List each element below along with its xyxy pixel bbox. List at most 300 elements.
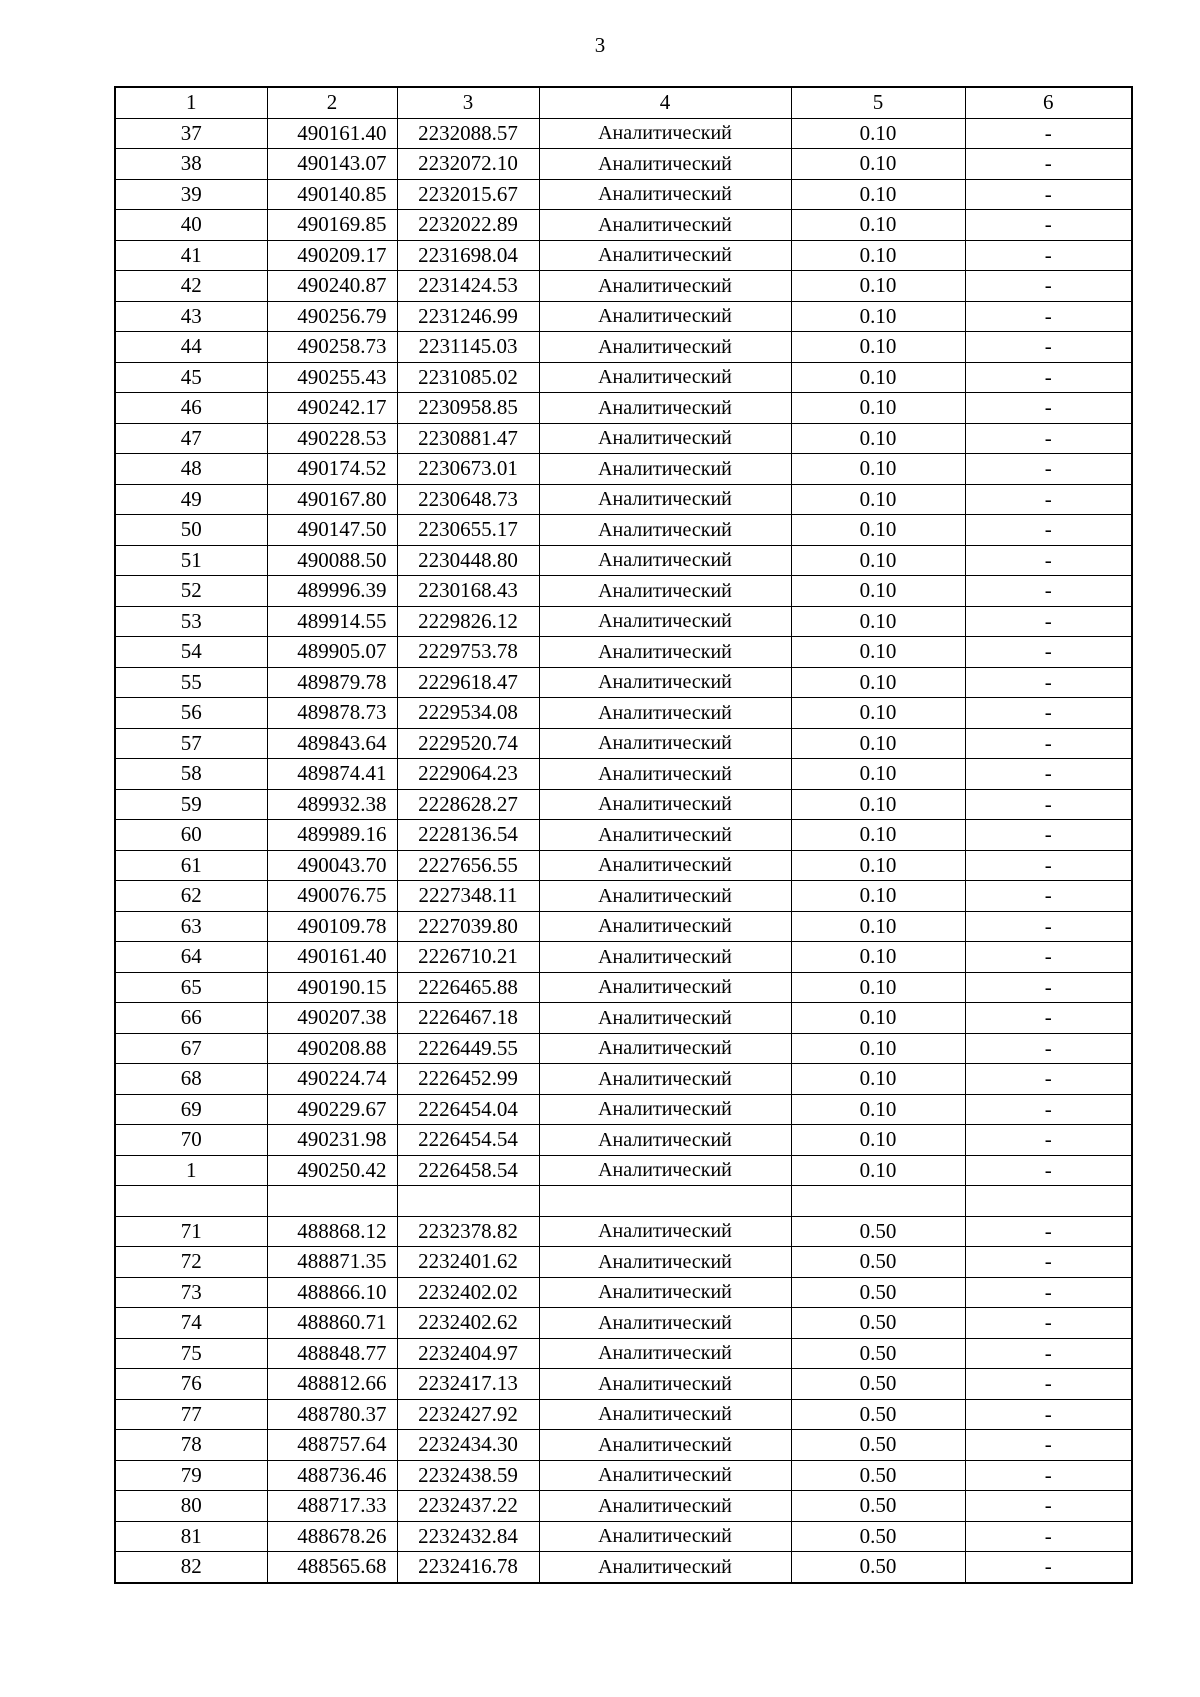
table-row [115, 1277, 1132, 1308]
accuracy-cell: 0.10 [791, 576, 965, 607]
description-cell: - [965, 362, 1132, 393]
y-coordinate-cell: 2226458.54 [397, 1155, 539, 1186]
description-cell: - [965, 1338, 1132, 1369]
y-coordinate-cell: 2232416.78 [397, 1552, 539, 1583]
y-coordinate-cell: 2231145.03 [397, 332, 539, 363]
accuracy-cell: 0.50 [791, 1216, 965, 1247]
y-coordinate-cell: 2226710.21 [397, 942, 539, 973]
description-cell: - [965, 1003, 1132, 1034]
y-coordinate-cell: 2226467.18 [397, 1003, 539, 1034]
accuracy-cell: 0.10 [791, 149, 965, 180]
point-number-cell: 80 [115, 1491, 267, 1522]
column-header-point-number: 1 [115, 87, 267, 118]
accuracy-cell: 0.10 [791, 240, 965, 271]
point-number-cell: 60 [115, 820, 267, 851]
table-row [115, 1521, 1132, 1552]
y-coordinate-cell: 2229534.08 [397, 698, 539, 729]
x-coordinate-cell: 490250.42 [267, 1155, 397, 1186]
y-coordinate-cell: 2227348.11 [397, 881, 539, 912]
x-coordinate-cell: 489878.73 [267, 698, 397, 729]
table-row [115, 820, 1132, 851]
y-coordinate-cell: 2226452.99 [397, 1064, 539, 1095]
table-row [115, 118, 1132, 149]
description-cell: - [965, 179, 1132, 210]
y-coordinate-cell [397, 1186, 539, 1217]
x-coordinate-cell: 490109.78 [267, 911, 397, 942]
table-row [115, 667, 1132, 698]
point-number-cell: 76 [115, 1369, 267, 1400]
accuracy-cell: 0.10 [791, 911, 965, 942]
point-number-cell: 79 [115, 1460, 267, 1491]
point-number-cell: 64 [115, 942, 267, 973]
description-cell: - [965, 728, 1132, 759]
x-coordinate-cell: 490143.07 [267, 149, 397, 180]
description-cell: - [965, 637, 1132, 668]
method-cell: Аналитический [539, 515, 791, 546]
method-cell: Аналитический [539, 1308, 791, 1339]
accuracy-cell: 0.50 [791, 1460, 965, 1491]
accuracy-cell: 0.10 [791, 637, 965, 668]
point-number-cell: 61 [115, 850, 267, 881]
description-cell: - [965, 210, 1132, 241]
point-number-cell: 68 [115, 1064, 267, 1095]
method-cell [539, 1186, 791, 1217]
point-number-cell: 62 [115, 881, 267, 912]
point-number-cell: 40 [115, 210, 267, 241]
x-coordinate-cell: 490255.43 [267, 362, 397, 393]
point-number-cell: 67 [115, 1033, 267, 1064]
x-coordinate-cell: 490228.53 [267, 423, 397, 454]
y-coordinate-cell: 2232072.10 [397, 149, 539, 180]
table-row [115, 1247, 1132, 1278]
description-cell: - [965, 240, 1132, 271]
point-number-cell: 69 [115, 1094, 267, 1125]
x-coordinate-cell: 488860.71 [267, 1308, 397, 1339]
description-cell: - [965, 1308, 1132, 1339]
table-row [115, 881, 1132, 912]
method-cell: Аналитический [539, 149, 791, 180]
x-coordinate-cell: 490258.73 [267, 332, 397, 363]
y-coordinate-cell: 2230648.73 [397, 484, 539, 515]
method-cell: Аналитический [539, 637, 791, 668]
y-coordinate-cell: 2232378.82 [397, 1216, 539, 1247]
table-row [115, 423, 1132, 454]
description-cell: - [965, 850, 1132, 881]
table-row [115, 515, 1132, 546]
description-cell: - [965, 1552, 1132, 1583]
method-cell: Аналитический [539, 393, 791, 424]
y-coordinate-cell: 2232417.13 [397, 1369, 539, 1400]
column-header-x: 2 [267, 87, 397, 118]
point-number-cell: 63 [115, 911, 267, 942]
description-cell: - [965, 1399, 1132, 1430]
description-cell: - [965, 881, 1132, 912]
method-cell: Аналитический [539, 423, 791, 454]
table-row [115, 576, 1132, 607]
accuracy-cell: 0.10 [791, 210, 965, 241]
point-number-cell: 51 [115, 545, 267, 576]
method-cell: Аналитический [539, 1460, 791, 1491]
table-row [115, 332, 1132, 363]
table-body [115, 118, 1132, 1583]
column-header-description: 6 [965, 87, 1132, 118]
table-row [115, 545, 1132, 576]
y-coordinate-cell: 2228136.54 [397, 820, 539, 851]
method-cell: Аналитический [539, 1064, 791, 1095]
accuracy-cell: 0.10 [791, 942, 965, 973]
x-coordinate-cell: 490174.52 [267, 454, 397, 485]
accuracy-cell: 0.10 [791, 423, 965, 454]
column-header-accuracy: 5 [791, 87, 965, 118]
y-coordinate-cell: 2229618.47 [397, 667, 539, 698]
point-number-cell: 43 [115, 301, 267, 332]
method-cell: Аналитический [539, 759, 791, 790]
table-row [115, 606, 1132, 637]
description-cell: - [965, 1521, 1132, 1552]
x-coordinate-cell: 488848.77 [267, 1338, 397, 1369]
accuracy-cell: 0.10 [791, 820, 965, 851]
accuracy-cell: 0.10 [791, 698, 965, 729]
point-number-cell: 78 [115, 1430, 267, 1461]
x-coordinate-cell: 488812.66 [267, 1369, 397, 1400]
point-number-cell: 52 [115, 576, 267, 607]
description-cell: - [965, 576, 1132, 607]
table-row [115, 301, 1132, 332]
description-cell: - [965, 393, 1132, 424]
method-cell: Аналитический [539, 484, 791, 515]
method-cell: Аналитический [539, 1430, 791, 1461]
description-cell: - [965, 972, 1132, 1003]
method-cell: Аналитический [539, 728, 791, 759]
method-cell: Аналитический [539, 1552, 791, 1583]
point-number-cell: 49 [115, 484, 267, 515]
accuracy-cell: 0.50 [791, 1247, 965, 1278]
method-cell: Аналитический [539, 179, 791, 210]
description-cell: - [965, 149, 1132, 180]
y-coordinate-cell: 2229826.12 [397, 606, 539, 637]
method-cell: Аналитический [539, 1399, 791, 1430]
point-number-cell: 39 [115, 179, 267, 210]
accuracy-cell: 0.50 [791, 1277, 965, 1308]
accuracy-cell: 0.10 [791, 1094, 965, 1125]
point-number-cell: 41 [115, 240, 267, 271]
x-coordinate-cell: 489989.16 [267, 820, 397, 851]
y-coordinate-cell: 2232432.84 [397, 1521, 539, 1552]
point-number-cell: 53 [115, 606, 267, 637]
table-row [115, 454, 1132, 485]
y-coordinate-cell: 2232088.57 [397, 118, 539, 149]
accuracy-cell: 0.10 [791, 667, 965, 698]
accuracy-cell: 0.50 [791, 1430, 965, 1461]
method-cell: Аналитический [539, 210, 791, 241]
accuracy-cell: 0.10 [791, 850, 965, 881]
y-coordinate-cell: 2229520.74 [397, 728, 539, 759]
x-coordinate-cell: 489996.39 [267, 576, 397, 607]
table-row [115, 1094, 1132, 1125]
x-coordinate-cell: 488868.12 [267, 1216, 397, 1247]
method-cell: Аналитический [539, 911, 791, 942]
x-coordinate-cell [267, 1186, 397, 1217]
x-coordinate-cell: 489843.64 [267, 728, 397, 759]
y-coordinate-cell: 2232401.62 [397, 1247, 539, 1278]
y-coordinate-cell: 2232427.92 [397, 1399, 539, 1430]
point-number-cell: 44 [115, 332, 267, 363]
accuracy-cell: 0.10 [791, 606, 965, 637]
method-cell: Аналитический [539, 301, 791, 332]
column-header-method: 4 [539, 87, 791, 118]
y-coordinate-cell: 2227656.55 [397, 850, 539, 881]
x-coordinate-cell: 488717.33 [267, 1491, 397, 1522]
description-cell: - [965, 1247, 1132, 1278]
x-coordinate-cell: 488757.64 [267, 1430, 397, 1461]
x-coordinate-cell: 490256.79 [267, 301, 397, 332]
method-cell: Аналитический [539, 1277, 791, 1308]
table-row [115, 240, 1132, 271]
method-cell: Аналитический [539, 850, 791, 881]
table-row [115, 179, 1132, 210]
method-cell: Аналитический [539, 1491, 791, 1522]
table-row [115, 698, 1132, 729]
description-cell: - [965, 271, 1132, 302]
description-cell: - [965, 667, 1132, 698]
description-cell: - [965, 698, 1132, 729]
x-coordinate-cell: 490167.80 [267, 484, 397, 515]
description-cell: - [965, 789, 1132, 820]
y-coordinate-cell: 2229753.78 [397, 637, 539, 668]
accuracy-cell: 0.10 [791, 1125, 965, 1156]
y-coordinate-cell: 2232434.30 [397, 1430, 539, 1461]
accuracy-cell: 0.10 [791, 454, 965, 485]
accuracy-cell: 0.50 [791, 1399, 965, 1430]
table-row [115, 210, 1132, 241]
method-cell: Аналитический [539, 118, 791, 149]
table-row [115, 1491, 1132, 1522]
accuracy-cell: 0.10 [791, 728, 965, 759]
accuracy-cell: 0.50 [791, 1552, 965, 1583]
table-row [115, 1064, 1132, 1095]
table-header-row [115, 87, 1132, 118]
accuracy-cell: 0.10 [791, 1003, 965, 1034]
accuracy-cell [791, 1186, 965, 1217]
y-coordinate-cell: 2231424.53 [397, 271, 539, 302]
point-number-cell: 75 [115, 1338, 267, 1369]
y-coordinate-cell: 2231085.02 [397, 362, 539, 393]
method-cell: Аналитический [539, 271, 791, 302]
x-coordinate-cell: 490161.40 [267, 942, 397, 973]
x-coordinate-cell: 489905.07 [267, 637, 397, 668]
table-row [115, 393, 1132, 424]
point-number-cell: 66 [115, 1003, 267, 1034]
table-row [115, 850, 1132, 881]
accuracy-cell: 0.10 [791, 118, 965, 149]
accuracy-cell: 0.10 [791, 1033, 965, 1064]
table-row [115, 1338, 1132, 1369]
description-cell: - [965, 1155, 1132, 1186]
table-row [115, 789, 1132, 820]
x-coordinate-cell: 490231.98 [267, 1125, 397, 1156]
table-row [115, 942, 1132, 973]
description-cell: - [965, 1430, 1132, 1461]
table-row [115, 759, 1132, 790]
x-coordinate-cell: 490207.38 [267, 1003, 397, 1034]
y-coordinate-cell: 2226465.88 [397, 972, 539, 1003]
description-cell: - [965, 820, 1132, 851]
method-cell: Аналитический [539, 789, 791, 820]
method-cell: Аналитический [539, 576, 791, 607]
point-number-cell: 48 [115, 454, 267, 485]
point-number-cell: 70 [115, 1125, 267, 1156]
point-number-cell: 50 [115, 515, 267, 546]
table-row [115, 637, 1132, 668]
description-cell: - [965, 515, 1132, 546]
description-cell: - [965, 1064, 1132, 1095]
table-row [115, 1369, 1132, 1400]
method-cell: Аналитический [539, 1521, 791, 1552]
x-coordinate-cell: 490224.74 [267, 1064, 397, 1095]
method-cell: Аналитический [539, 1247, 791, 1278]
description-cell [965, 1186, 1132, 1217]
point-number-cell: 72 [115, 1247, 267, 1278]
point-number-cell: 74 [115, 1308, 267, 1339]
table-row [115, 728, 1132, 759]
point-number-cell: 37 [115, 118, 267, 149]
description-cell: - [965, 759, 1132, 790]
x-coordinate-cell: 489879.78 [267, 667, 397, 698]
y-coordinate-cell: 2232438.59 [397, 1460, 539, 1491]
point-number-cell: 81 [115, 1521, 267, 1552]
y-coordinate-cell: 2227039.80 [397, 911, 539, 942]
accuracy-cell: 0.10 [791, 301, 965, 332]
coordinates-table [114, 86, 1133, 1584]
point-number-cell: 71 [115, 1216, 267, 1247]
table-row [115, 1308, 1132, 1339]
description-cell: - [965, 1094, 1132, 1125]
x-coordinate-cell: 489874.41 [267, 759, 397, 790]
method-cell: Аналитический [539, 1216, 791, 1247]
x-coordinate-cell: 490209.17 [267, 240, 397, 271]
method-cell: Аналитический [539, 545, 791, 576]
accuracy-cell: 0.50 [791, 1521, 965, 1552]
table-row [115, 972, 1132, 1003]
point-number-cell: 38 [115, 149, 267, 180]
accuracy-cell: 0.10 [791, 332, 965, 363]
table-row [115, 1186, 1132, 1217]
page-number: 3 [594, 33, 606, 57]
y-coordinate-cell: 2230168.43 [397, 576, 539, 607]
y-coordinate-cell: 2232404.97 [397, 1338, 539, 1369]
accuracy-cell: 0.10 [791, 362, 965, 393]
y-coordinate-cell: 2230673.01 [397, 454, 539, 485]
table-row [115, 1552, 1132, 1583]
y-coordinate-cell: 2232402.62 [397, 1308, 539, 1339]
x-coordinate-cell: 488866.10 [267, 1277, 397, 1308]
table-row [115, 1399, 1132, 1430]
x-coordinate-cell: 490147.50 [267, 515, 397, 546]
method-cell: Аналитический [539, 1033, 791, 1064]
method-cell: Аналитический [539, 942, 791, 973]
method-cell: Аналитический [539, 667, 791, 698]
table-row [115, 1430, 1132, 1461]
point-number-cell: 59 [115, 789, 267, 820]
method-cell: Аналитический [539, 1003, 791, 1034]
description-cell: - [965, 1277, 1132, 1308]
point-number-cell: 1 [115, 1155, 267, 1186]
point-number-cell: 45 [115, 362, 267, 393]
y-coordinate-cell: 2232022.89 [397, 210, 539, 241]
point-number-cell: 58 [115, 759, 267, 790]
x-coordinate-cell: 490088.50 [267, 545, 397, 576]
description-cell: - [965, 301, 1132, 332]
method-cell: Аналитический [539, 1155, 791, 1186]
accuracy-cell: 0.10 [791, 179, 965, 210]
table-row [115, 1033, 1132, 1064]
method-cell: Аналитический [539, 820, 791, 851]
column-header-y: 3 [397, 87, 539, 118]
x-coordinate-cell: 490240.87 [267, 271, 397, 302]
accuracy-cell: 0.50 [791, 1369, 965, 1400]
description-cell: - [965, 423, 1132, 454]
method-cell: Аналитический [539, 972, 791, 1003]
description-cell: - [965, 1125, 1132, 1156]
description-cell: - [965, 606, 1132, 637]
description-cell: - [965, 484, 1132, 515]
method-cell: Аналитический [539, 1094, 791, 1125]
accuracy-cell: 0.50 [791, 1338, 965, 1369]
accuracy-cell: 0.10 [791, 1064, 965, 1095]
y-coordinate-cell: 2226449.55 [397, 1033, 539, 1064]
description-cell: - [965, 454, 1132, 485]
description-cell: - [965, 1491, 1132, 1522]
description-cell: - [965, 911, 1132, 942]
y-coordinate-cell: 2228628.27 [397, 789, 539, 820]
x-coordinate-cell: 490169.85 [267, 210, 397, 241]
accuracy-cell: 0.10 [791, 789, 965, 820]
x-coordinate-cell: 490242.17 [267, 393, 397, 424]
description-cell: - [965, 545, 1132, 576]
method-cell: Аналитический [539, 454, 791, 485]
point-number-cell: 82 [115, 1552, 267, 1583]
x-coordinate-cell: 488780.37 [267, 1399, 397, 1430]
x-coordinate-cell: 490043.70 [267, 850, 397, 881]
x-coordinate-cell: 488736.46 [267, 1460, 397, 1491]
table-row [115, 1125, 1132, 1156]
point-number-cell: 65 [115, 972, 267, 1003]
table-row [115, 1216, 1132, 1247]
table-row [115, 271, 1132, 302]
table-row [115, 1003, 1132, 1034]
accuracy-cell: 0.50 [791, 1491, 965, 1522]
method-cell: Аналитический [539, 698, 791, 729]
y-coordinate-cell: 2226454.54 [397, 1125, 539, 1156]
method-cell: Аналитический [539, 1338, 791, 1369]
point-number-cell: 54 [115, 637, 267, 668]
point-number-cell: 42 [115, 271, 267, 302]
accuracy-cell: 0.10 [791, 393, 965, 424]
method-cell: Аналитический [539, 332, 791, 363]
x-coordinate-cell: 489914.55 [267, 606, 397, 637]
table-row [115, 149, 1132, 180]
description-cell: - [965, 1369, 1132, 1400]
accuracy-cell: 0.10 [791, 972, 965, 1003]
y-coordinate-cell: 2232015.67 [397, 179, 539, 210]
description-cell: - [965, 332, 1132, 363]
method-cell: Аналитический [539, 1125, 791, 1156]
accuracy-cell: 0.10 [791, 759, 965, 790]
x-coordinate-cell: 488678.26 [267, 1521, 397, 1552]
description-cell: - [965, 1216, 1132, 1247]
method-cell: Аналитический [539, 1369, 791, 1400]
accuracy-cell: 0.50 [791, 1308, 965, 1339]
